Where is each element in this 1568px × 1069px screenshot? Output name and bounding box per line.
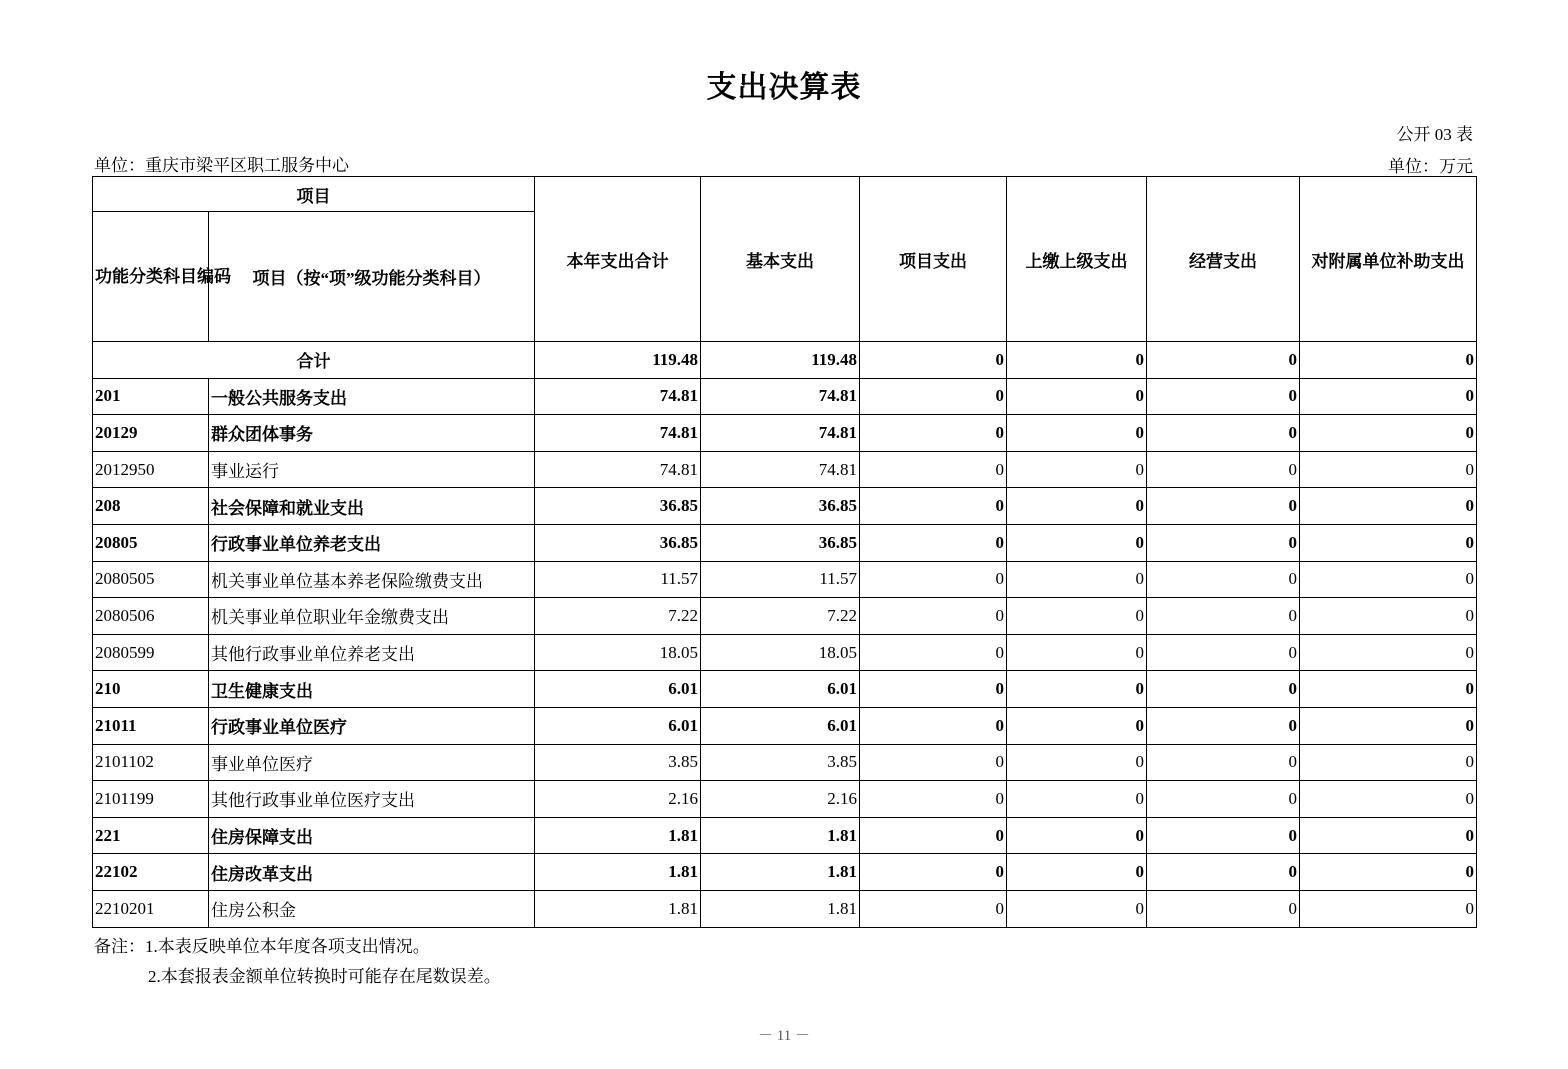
row-value: 74.81 <box>701 415 860 452</box>
row-code: 201 <box>93 378 209 415</box>
notes <box>94 932 501 992</box>
expenditure-table <box>92 176 1477 928</box>
row-value: 1.81 <box>701 817 860 854</box>
note-1: 备注：1.本表反映单位本年度各项支出情况。 <box>94 937 430 956</box>
row-value: 0 <box>860 598 1007 635</box>
row-value: 0 <box>1300 415 1477 452</box>
header-project: 项目 <box>93 177 535 212</box>
row-value: 0 <box>1300 744 1477 781</box>
unit-currency: 单位：万元 <box>1388 157 1473 176</box>
row-value: 0 <box>860 854 1007 891</box>
row-name: 住房保障支出 <box>209 817 535 854</box>
row-value: 0 <box>1147 524 1300 561</box>
row-code: 221 <box>93 817 209 854</box>
row-value: 0 <box>1300 854 1477 891</box>
row-value: 0 <box>1147 415 1300 452</box>
row-value: 0 <box>860 890 1007 927</box>
row-name: 卫生健康支出 <box>209 671 535 708</box>
row-name: 住房改革支出 <box>209 854 535 891</box>
row-value: 2.16 <box>701 781 860 818</box>
row-value: 74.81 <box>701 378 860 415</box>
header-code: 功能分类科目编码 <box>93 212 209 342</box>
row-value: 0 <box>1007 707 1147 744</box>
row-value: 0 <box>1300 524 1477 561</box>
row-value: 11.57 <box>535 561 701 598</box>
table-row <box>93 707 1477 744</box>
row-code: 210 <box>93 671 209 708</box>
table-row <box>93 817 1477 854</box>
table-row <box>93 671 1477 708</box>
row-name: 其他行政事业单位医疗支出 <box>209 781 535 818</box>
row-value: 0 <box>1300 488 1477 525</box>
row-value: 0 <box>860 451 1007 488</box>
row-value: 1.81 <box>701 890 860 927</box>
total-value: 0 <box>1007 342 1147 379</box>
row-value: 0 <box>860 707 1007 744</box>
row-value: 0 <box>1007 451 1147 488</box>
table-row <box>93 451 1477 488</box>
note-2: 2.本套报表金额单位转换时可能存在尾数误差。 <box>148 967 501 986</box>
row-value: 6.01 <box>701 671 860 708</box>
table-row <box>93 634 1477 671</box>
total-value: 119.48 <box>535 342 701 379</box>
row-value: 74.81 <box>535 415 701 452</box>
row-value: 0 <box>1007 854 1147 891</box>
row-value: 0 <box>1007 524 1147 561</box>
row-value: 0 <box>1007 488 1147 525</box>
row-value: 0 <box>1007 634 1147 671</box>
row-name: 事业单位医疗 <box>209 744 535 781</box>
row-name: 群众团体事务 <box>209 415 535 452</box>
row-value: 2.16 <box>535 781 701 818</box>
row-value: 0 <box>860 744 1007 781</box>
row-code: 22102 <box>93 854 209 891</box>
row-value: 1.81 <box>535 890 701 927</box>
row-code: 2080599 <box>93 634 209 671</box>
row-value: 1.81 <box>535 854 701 891</box>
row-code: 20805 <box>93 524 209 561</box>
row-value: 3.85 <box>535 744 701 781</box>
header-total: 本年支出合计 <box>535 177 701 342</box>
total-value: 0 <box>1300 342 1477 379</box>
row-value: 0 <box>1147 488 1300 525</box>
header-upper: 上缴上级支出 <box>1007 177 1147 342</box>
row-value: 0 <box>1147 598 1300 635</box>
header-operating: 经营支出 <box>1147 177 1300 342</box>
total-value: 119.48 <box>701 342 860 379</box>
table-row <box>93 781 1477 818</box>
row-value: 0 <box>1007 561 1147 598</box>
row-value: 1.81 <box>701 854 860 891</box>
row-value: 0 <box>1007 415 1147 452</box>
row-value: 0 <box>1147 781 1300 818</box>
row-value: 0 <box>860 634 1007 671</box>
row-value: 0 <box>1007 890 1147 927</box>
row-value: 0 <box>860 561 1007 598</box>
row-value: 0 <box>1007 671 1147 708</box>
row-value: 0 <box>860 524 1007 561</box>
header-project-expense: 项目支出 <box>860 177 1007 342</box>
row-name: 机关事业单位职业年金缴费支出 <box>209 598 535 635</box>
row-value: 0 <box>1147 561 1300 598</box>
unit-organization: 单位：重庆市梁平区职工服务中心 <box>94 156 349 175</box>
row-value: 0 <box>860 488 1007 525</box>
table-row <box>93 561 1477 598</box>
row-value: 74.81 <box>535 378 701 415</box>
row-value: 0 <box>1007 378 1147 415</box>
header-name: 项目（按“项”级功能分类科目） <box>209 212 535 342</box>
row-value: 6.01 <box>701 707 860 744</box>
row-value: 7.22 <box>701 598 860 635</box>
row-value: 0 <box>1007 817 1147 854</box>
row-value: 0 <box>860 378 1007 415</box>
total-label: 合计 <box>93 342 535 379</box>
total-row <box>93 342 1477 379</box>
table-row <box>93 378 1477 415</box>
row-value: 18.05 <box>701 634 860 671</box>
row-value: 0 <box>1007 744 1147 781</box>
form-number: 公开 03 表 <box>1396 125 1473 144</box>
row-value: 0 <box>1147 378 1300 415</box>
row-name: 住房公积金 <box>209 890 535 927</box>
row-value: 0 <box>1147 854 1300 891</box>
row-name: 其他行政事业单位养老支出 <box>209 634 535 671</box>
row-value: 0 <box>860 817 1007 854</box>
row-name: 事业运行 <box>209 451 535 488</box>
row-value: 0 <box>1300 707 1477 744</box>
row-name: 社会保障和就业支出 <box>209 488 535 525</box>
row-value: 6.01 <box>535 671 701 708</box>
row-code: 2080505 <box>93 561 209 598</box>
row-code: 2012950 <box>93 451 209 488</box>
table-row <box>93 854 1477 891</box>
row-name: 行政事业单位养老支出 <box>209 524 535 561</box>
row-value: 0 <box>1007 781 1147 818</box>
row-value: 0 <box>1300 598 1477 635</box>
row-value: 36.85 <box>535 488 701 525</box>
row-name: 行政事业单位医疗 <box>209 707 535 744</box>
table-row <box>93 488 1477 525</box>
page-number: － 11 － <box>758 1028 810 1044</box>
row-code: 21011 <box>93 707 209 744</box>
row-value: 0 <box>1147 817 1300 854</box>
row-value: 7.22 <box>535 598 701 635</box>
row-code: 2101102 <box>93 744 209 781</box>
row-value: 0 <box>1147 744 1300 781</box>
table-row <box>93 415 1477 452</box>
row-code: 2210201 <box>93 890 209 927</box>
row-value: 0 <box>860 781 1007 818</box>
row-value: 0 <box>1300 781 1477 818</box>
row-value: 0 <box>860 671 1007 708</box>
row-value: 11.57 <box>701 561 860 598</box>
row-value: 0 <box>860 415 1007 452</box>
row-value: 0 <box>1300 671 1477 708</box>
row-value: 0 <box>1300 817 1477 854</box>
row-value: 74.81 <box>535 451 701 488</box>
row-value: 0 <box>1147 890 1300 927</box>
row-value: 36.85 <box>701 488 860 525</box>
row-value: 36.85 <box>701 524 860 561</box>
row-value: 0 <box>1147 707 1300 744</box>
page-title: 支出决算表 <box>706 71 862 104</box>
table-row <box>93 524 1477 561</box>
row-name: 机关事业单位基本养老保险缴费支出 <box>209 561 535 598</box>
row-value: 6.01 <box>535 707 701 744</box>
row-code: 208 <box>93 488 209 525</box>
header-subsidy: 对附属单位补助支出 <box>1300 177 1477 342</box>
row-value: 0 <box>1147 634 1300 671</box>
row-value: 0 <box>1300 561 1477 598</box>
total-value: 0 <box>860 342 1007 379</box>
row-value: 0 <box>1300 634 1477 671</box>
total-value: 0 <box>1147 342 1300 379</box>
table-row <box>93 598 1477 635</box>
row-value: 0 <box>1147 451 1300 488</box>
row-value: 1.81 <box>535 817 701 854</box>
table-row <box>93 890 1477 927</box>
row-value: 18.05 <box>535 634 701 671</box>
row-value: 0 <box>1300 451 1477 488</box>
row-name: 一般公共服务支出 <box>209 378 535 415</box>
row-value: 0 <box>1007 598 1147 635</box>
row-value: 0 <box>1147 671 1300 708</box>
header-basic: 基本支出 <box>701 177 860 342</box>
row-value: 36.85 <box>535 524 701 561</box>
table-row <box>93 744 1477 781</box>
row-value: 3.85 <box>701 744 860 781</box>
row-code: 2101199 <box>93 781 209 818</box>
row-code: 20129 <box>93 415 209 452</box>
row-value: 0 <box>1300 890 1477 927</box>
row-code: 2080506 <box>93 598 209 635</box>
row-value: 0 <box>1300 378 1477 415</box>
row-value: 74.81 <box>701 451 860 488</box>
